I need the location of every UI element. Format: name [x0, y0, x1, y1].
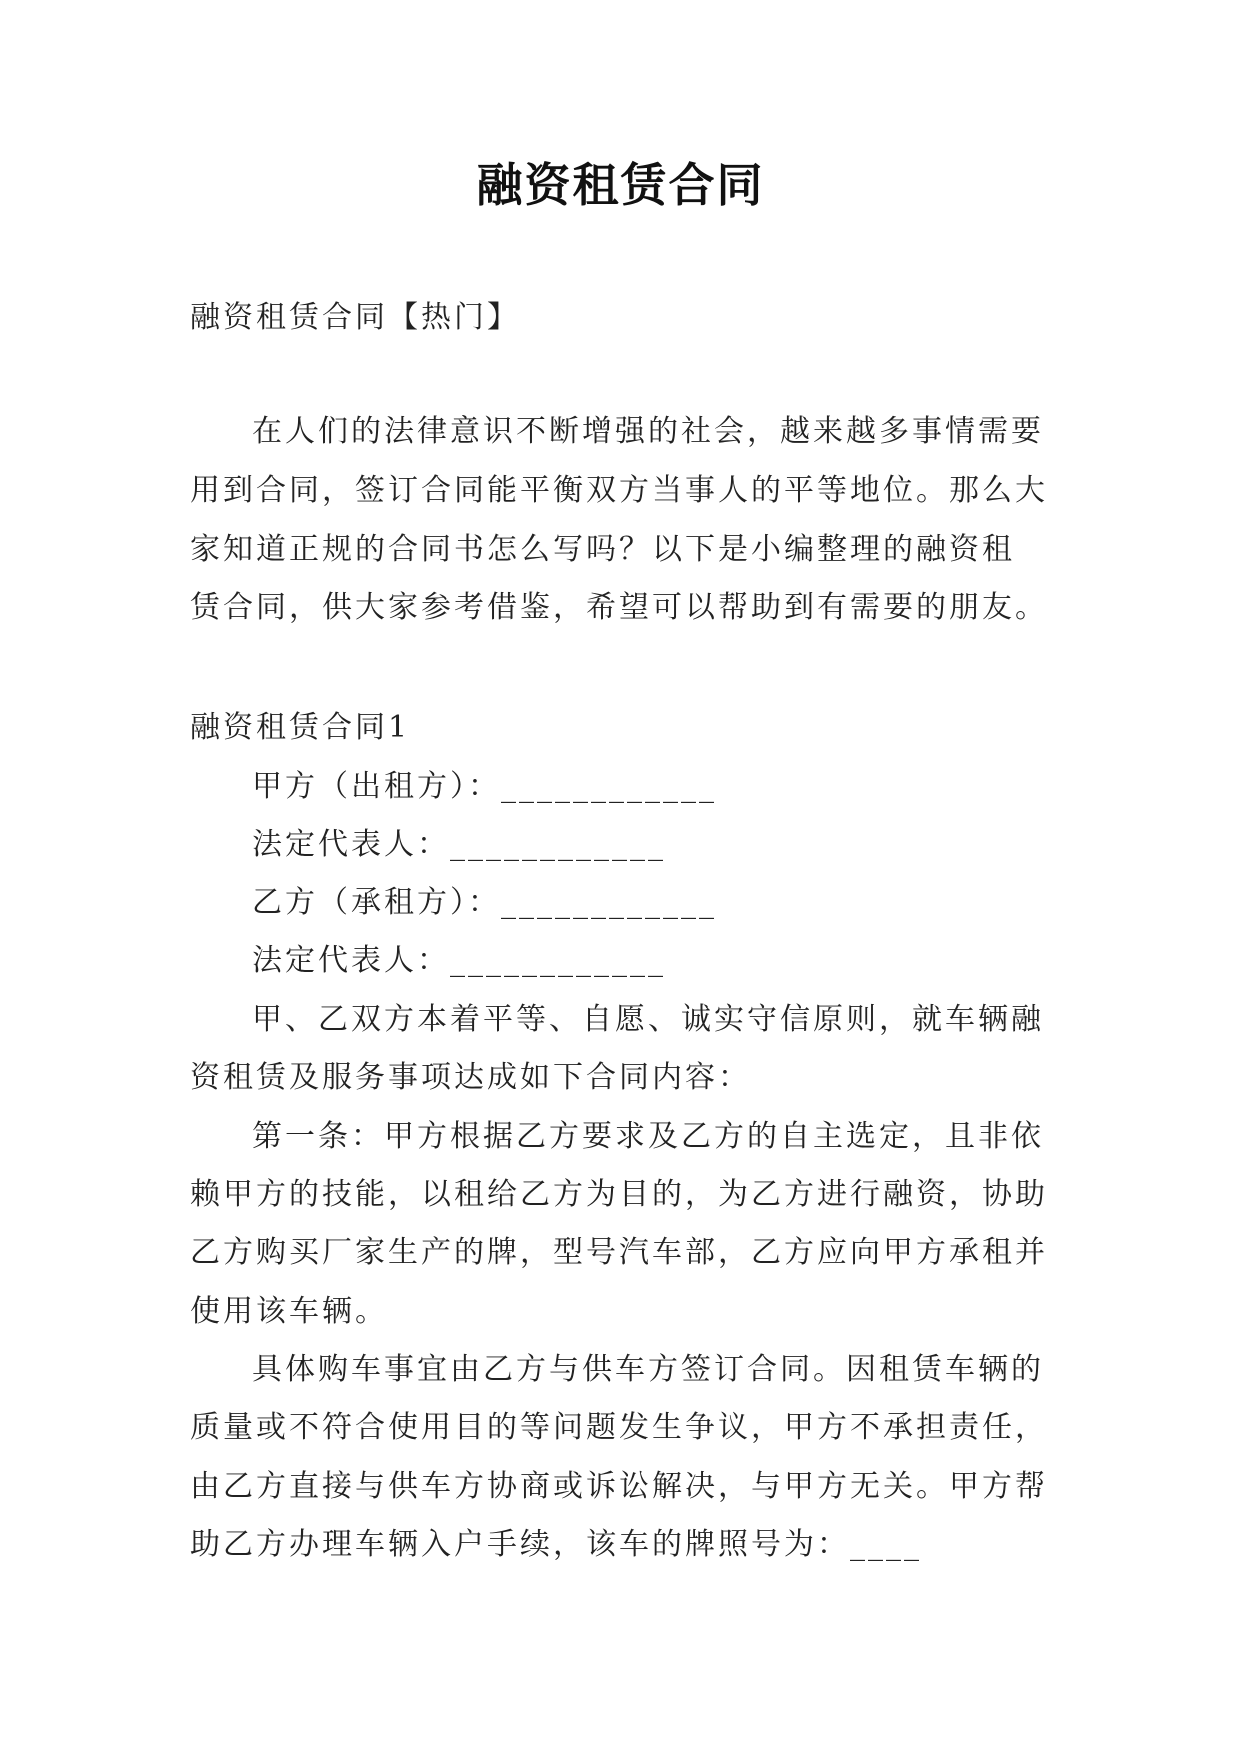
party-line-representative: 法定代表人：____________: [252, 943, 666, 978]
purchase-line: 由乙方直接与供车方协商或诉讼解决，与甲方无关。甲方帮: [190, 1469, 1048, 1504]
purchase-line: 质量或不符合使用目的等问题发生争议，甲方不承担责任，: [190, 1410, 1048, 1445]
party-line-lessor: 甲方（出租方）：____________: [252, 769, 717, 804]
party-line-representative: 法定代表人：____________: [252, 827, 666, 862]
intro-line: 家知道正规的合同书怎么写吗？以下是小编整理的融资租: [190, 532, 1015, 567]
article1-line: 乙方购买厂家生产的牌，型号汽车部，乙方应向甲方承租并: [190, 1235, 1048, 1270]
article1-line: 使用该车辆。: [190, 1294, 388, 1329]
document-title: 融资租赁合同: [476, 158, 765, 212]
intro-line: 在人们的法律意识不断增强的社会，越来越多事情需要: [252, 414, 1044, 449]
intro-line: 用到合同，签订合同能平衡双方当事人的平等地位。那么大: [190, 473, 1048, 508]
agreement-line: 甲、乙双方本着平等、自愿、诚实守信原则，就车辆融: [252, 1002, 1044, 1037]
article1-line: 赖甲方的技能，以租给乙方为目的，为乙方进行融资，协助: [190, 1177, 1048, 1212]
agreement-line: 资租赁及服务事项达成如下合同内容：: [190, 1060, 751, 1095]
document-subtitle: 融资租赁合同【热门】: [190, 300, 520, 335]
section-heading: 融资租赁合同1: [190, 710, 411, 745]
intro-line: 赁合同，供大家参考借鉴，希望可以帮助到有需要的朋友。: [190, 590, 1048, 625]
article1-line: 第一条：甲方根据乙方要求及乙方的自主选定，且非依: [252, 1119, 1044, 1154]
purchase-line: 具体购车事宜由乙方与供车方签订合同。因租赁车辆的: [252, 1352, 1044, 1387]
party-line-lessee: 乙方（承租方）：____________: [252, 885, 717, 920]
purchase-line: 助乙方办理车辆入户手续，该车的牌照号为：____: [190, 1527, 922, 1562]
